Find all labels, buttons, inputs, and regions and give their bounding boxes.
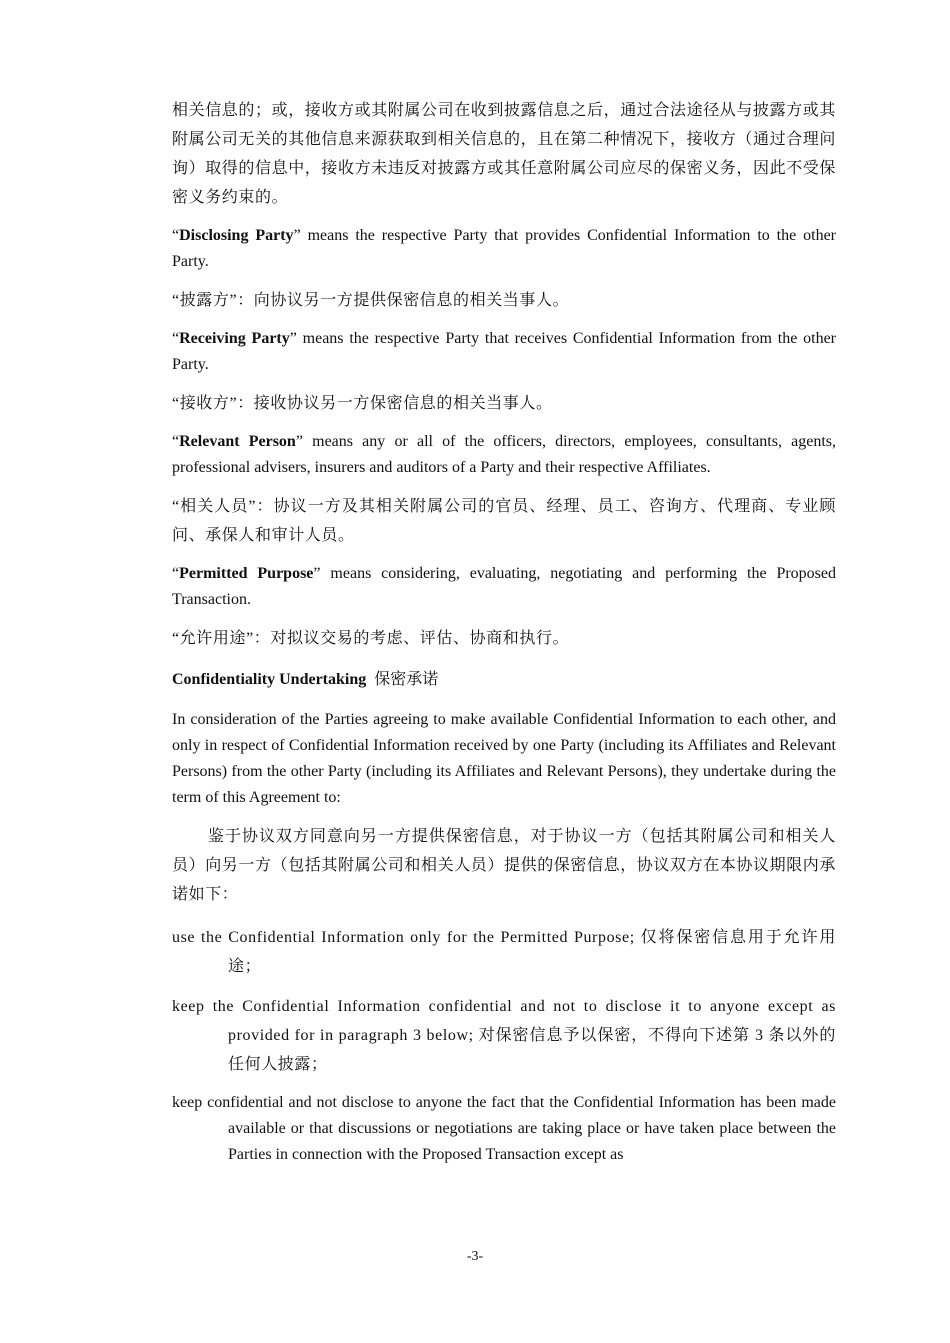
definition-en-permitted-purpose	[172, 561, 836, 613]
term-permitted-purpose: Permitted Purpose	[179, 565, 314, 582]
list-item: keep the Confidential Information confidential and not to disclose it to anyone except as provided for in paragraph 3 below; 对保密信息予以保密，不得向下述第 3 条以外的任何人披露；	[172, 998, 836, 1073]
open-quote: “	[172, 565, 180, 582]
definition-zh-permitted-purpose: “允许用途”：对拟议交易的考虑、评估、协商和执行。	[172, 630, 570, 647]
definition-en-receiving-party	[172, 326, 836, 378]
open-quote: “	[172, 330, 180, 347]
open-quote: “	[172, 227, 180, 244]
section-heading-en: Confidentiality Undertaking	[172, 671, 367, 688]
section-heading	[172, 667, 836, 693]
list-item: keep confidential and not disclose to anyone the fact that the Confidential Information has been made available or that discussions or negotiations are taking place or have taken place between the Parties in connection with the Proposed Transaction except as	[172, 1094, 836, 1163]
definition-zh-receiving-party: “接收方”：接收协议另一方保密信息的相关当事人。	[172, 395, 553, 412]
undertaking-paragraph-en: In consideration of the Parties agreeing to make available Confidential Information to each other, and only in respect of Confidential Information received by one Party (including its Affiliates and Relevant Persons) from the other Party (including its Affiliates and Relevant Persons), they undertake during the term of this Agreement to:	[172, 711, 836, 806]
definition-text: ” means the respective Party that receives Confidential Information from the other Party.	[172, 330, 836, 373]
definition-en-relevant-person	[172, 429, 836, 481]
definition-en-disclosing-party	[172, 223, 836, 275]
intro-paragraph-zh: 相关信息的；或，接收方或其附属公司在收到披露信息之后，通过合法途径从与披露方或其附属公司无关的其他信息来源获取到相关信息的，且在第二种情况下，接收方（通过合理问询）取得的信息中，接收方未违反对披露方或其任意附属公司应尽的保密义务，因此不受保密义务约束的。	[172, 102, 837, 206]
term-disclosing-party: Disclosing Party	[179, 227, 294, 244]
definition-text: ” means any or all of the officers, directors, employees, consultants, agents, professional advisers, insurers and auditors of a Party and their respective Affiliates.	[172, 433, 836, 476]
definition-text: ” means considering, evaluating, negotiating and performing the Proposed Transaction.	[172, 565, 837, 608]
term-receiving-party: Receiving Party	[179, 330, 290, 347]
definition-zh-relevant-person: “相关人员”：协议一方及其相关附属公司的官员、经理、员工、咨询方、代理商、专业顾问、承保人和审计人员。	[172, 498, 836, 544]
undertaking-paragraph-zh: 鉴于协议双方同意向另一方提供保密信息，对于协议一方（包括其附属公司和相关人员）向另一方（包括其附属公司和相关人员）提供的保密信息，协议双方在本协议期限内承诺如下：	[172, 828, 837, 903]
document-body	[172, 96, 836, 1168]
list-item: use the Confidential Information only for the Permitted Purpose; 仅将保密信息用于允许用途；	[172, 929, 836, 975]
section-heading-zh: 保密承诺	[374, 671, 439, 688]
definition-text: ” means the respective Party that provides Confidential Information to the other Party.	[172, 227, 837, 270]
page-number: -3-	[466, 1249, 484, 1264]
term-relevant-person: Relevant Person	[179, 433, 296, 450]
open-quote: “	[172, 433, 180, 450]
definition-zh-disclosing-party: “披露方”：向协议另一方提供保密信息的相关当事人。	[172, 292, 570, 309]
